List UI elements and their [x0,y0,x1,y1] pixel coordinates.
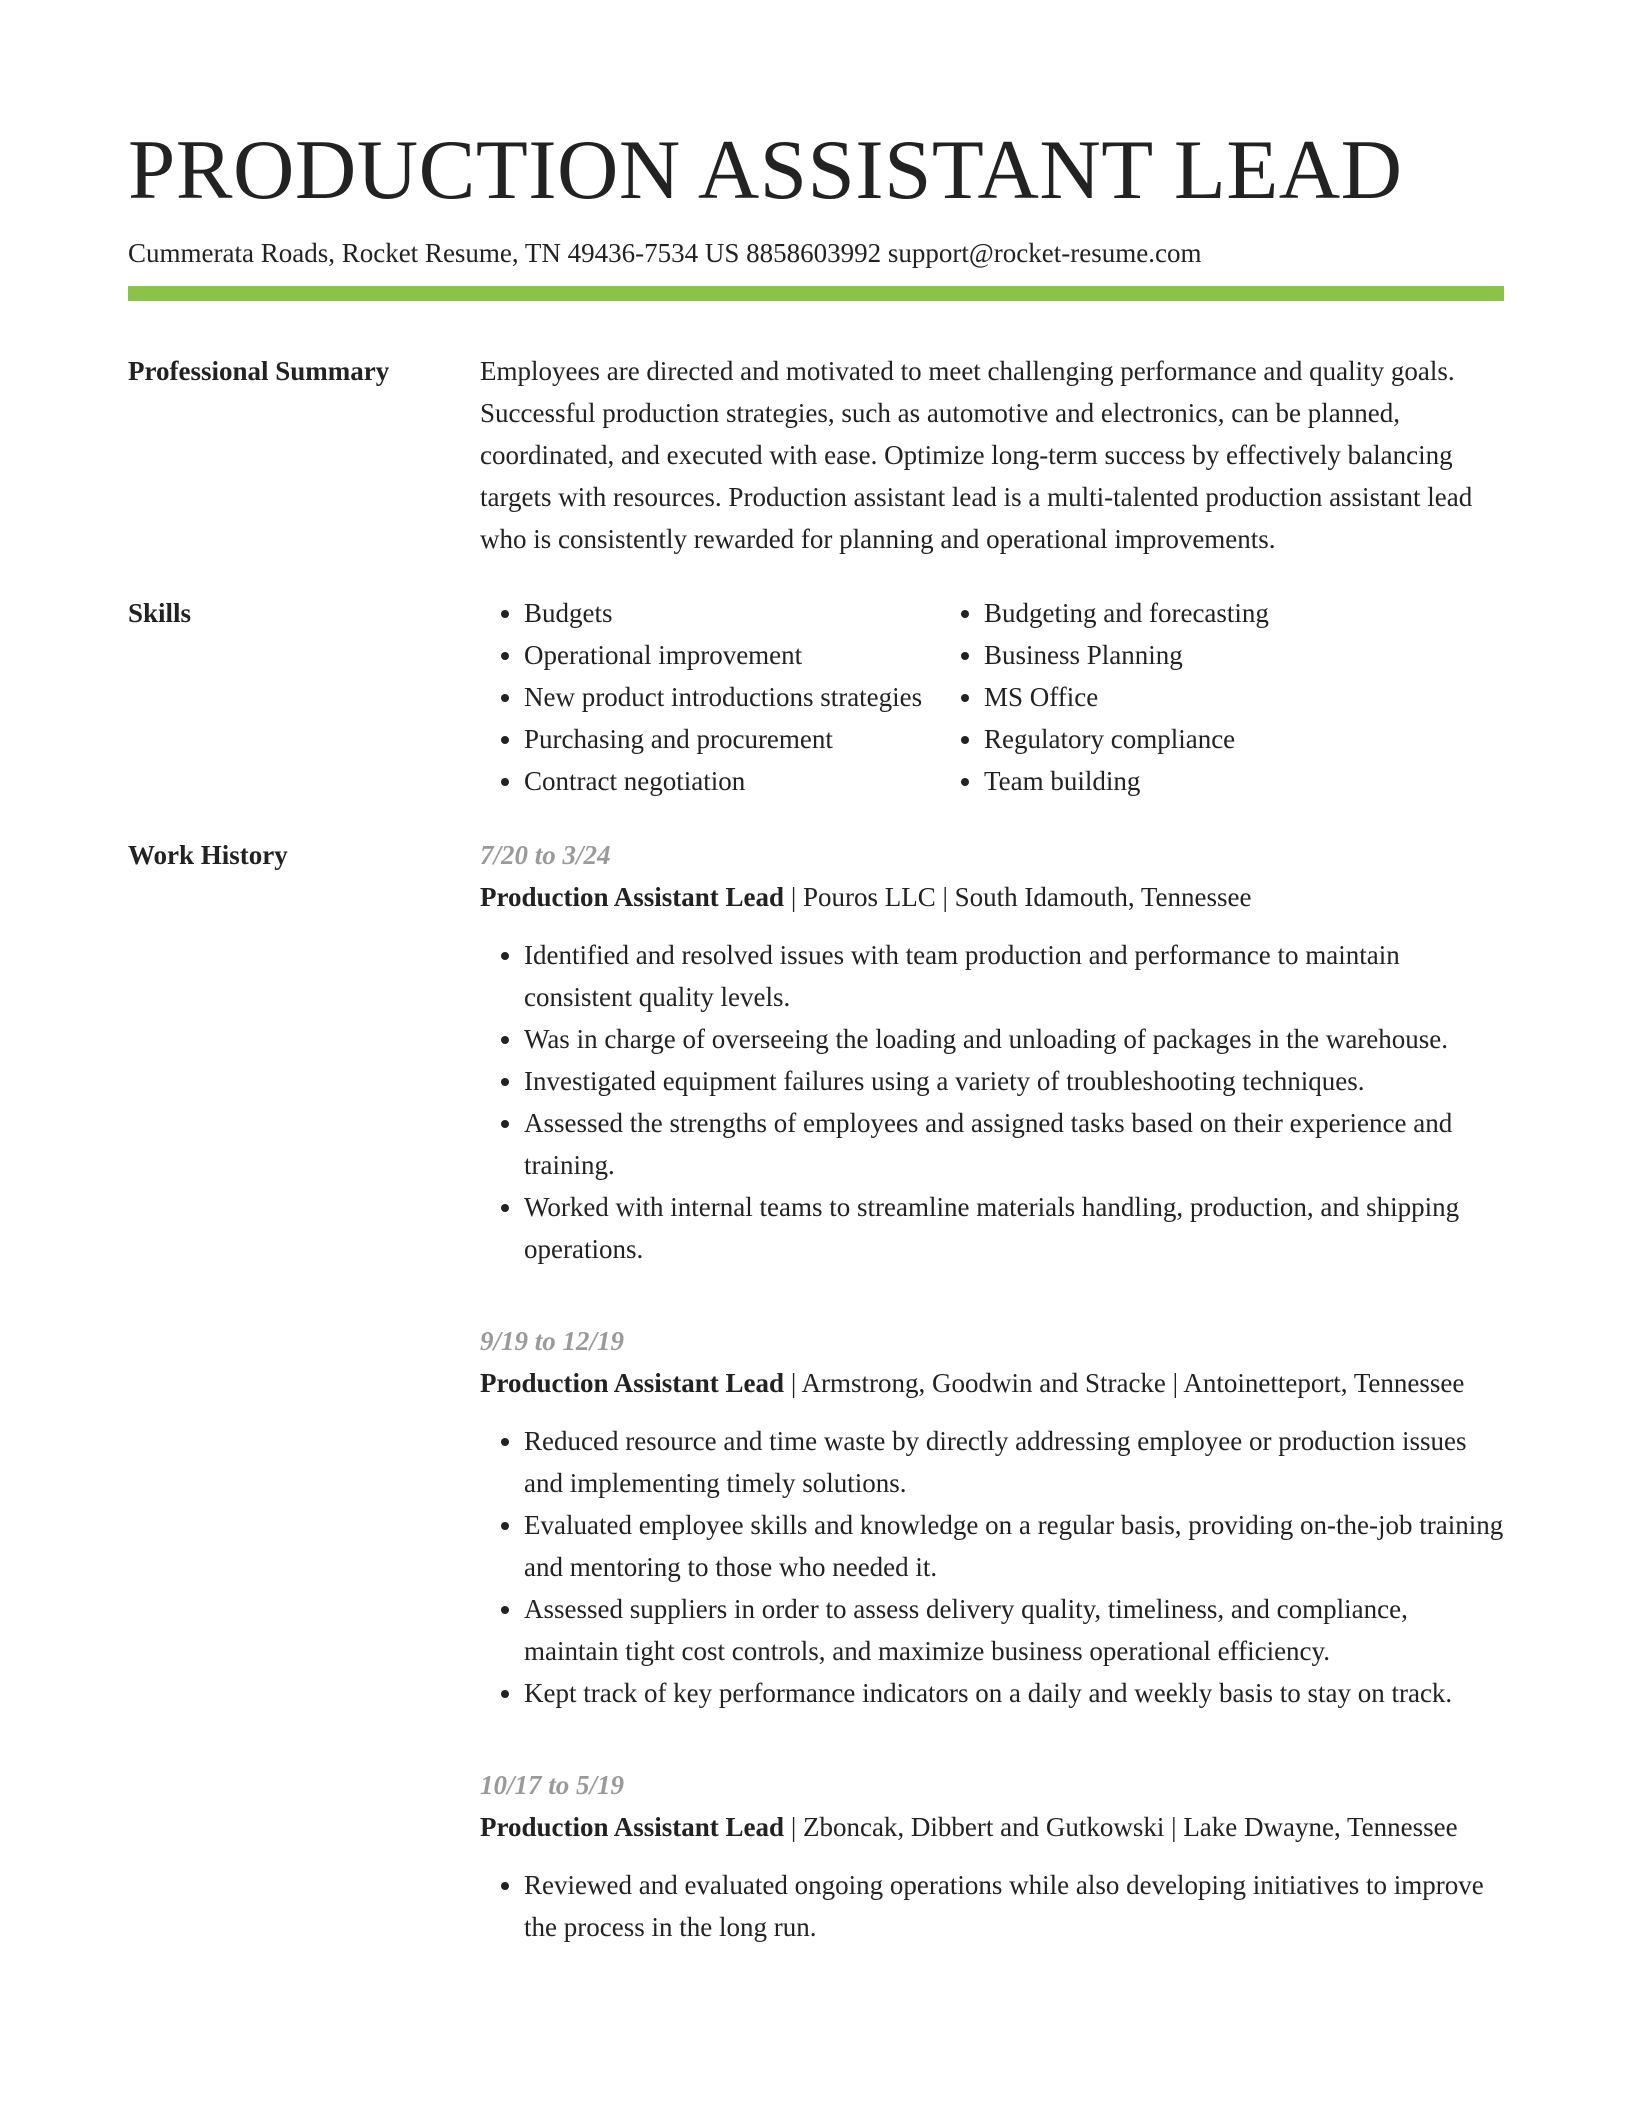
accent-divider [128,286,1504,301]
job-separator: | [784,882,803,912]
job-bullet: • Identified and resolved issues with team production and performance to maintain consistent quality levels. [524,934,1504,1018]
skill-item: • Team building [984,760,1504,802]
job-heading [480,1362,1504,1404]
job-dates: 9/19 to 12/19 [480,1326,625,1356]
job-separator: | [784,1368,802,1398]
skill-item: • Contract negotiation [524,760,940,802]
job-location: Lake Dwayne, Tennessee [1183,1812,1458,1842]
job-bullets [480,934,1504,1270]
job-entry [480,1320,1504,1714]
skill-item: • New product introductions strategies [524,676,940,718]
skills-column-2 [940,592,1504,802]
skills-grid [480,592,1504,802]
job-separator: | [784,1812,803,1842]
job-company: Armstrong, Goodwin and Stracke [801,1368,1166,1398]
skill-item: • Budgets [524,592,940,634]
job-bullet: • Worked with internal teams to streamline materials handling, production, and shipping operations. [524,1186,1504,1270]
job-separator: | [1165,1368,1184,1398]
job-entry [480,834,1504,1270]
skills-body [480,592,1504,802]
skills-column-1 [480,592,940,802]
skill-item: • Budgeting and forecasting [984,592,1504,634]
job-separator: | [1164,1812,1184,1842]
skill-item: • Purchasing and procurement [524,718,940,760]
skill-item: • Operational improvement [524,634,940,676]
job-bullet: • Assessed the strengths of employees and assigned tasks based on their experience and training. [524,1102,1504,1186]
candidate-name: PRODUCTION ASSISTANT LEAD [128,123,1403,217]
summary-body [480,350,1504,560]
job-bullet: • Investigated equipment failures using a variety of troubleshooting techniques. [524,1060,1504,1102]
job-bullet: • Reduced resource and time waste by directly addressing employee or production issues and implementing timely solutions. [524,1420,1504,1504]
section-title-skills: Skills [128,598,192,628]
resume-page [128,0,1504,1998]
job-bullet: • Assessed suppliers in order to assess delivery quality, timeliness, and compliance, maintain tight cost controls, and maximize business operational efficiency. [524,1588,1504,1672]
section-title-summary: Professional Summary [128,356,390,386]
job-bullets [480,1864,1504,1948]
skills-section [128,592,1504,802]
job-bullet: • Kept track of key performance indicators on a daily and weekly basis to stay on track. [524,1672,1504,1714]
job-heading [480,1806,1504,1848]
skill-item: • Business Planning [984,634,1504,676]
job-dates: 7/20 to 3/24 [480,840,611,870]
job-company: Pouros LLC [802,882,936,912]
job-title: Production Assistant Lead [480,1812,785,1842]
job-title: Production Assistant Lead [480,882,785,912]
job-heading [480,876,1504,918]
job-dates: 10/17 to 5/19 [480,1770,625,1800]
skill-item: • Regulatory compliance [984,718,1504,760]
job-bullet: • Evaluated employee skills and knowledge on a regular basis, providing on-the-job training and mentoring to those who needed it. [524,1504,1504,1588]
job-entry [480,1764,1504,1948]
job-company: Zboncak, Dibbert and Gutkowski [802,1812,1165,1842]
summary-text: Employees are directed and motivated to meet challenging performance and quality goals. Successful production strategies, such as automotive and electronics, can be planned, coordinated, and executed with ease. Optimize long-term success by effectively balancing targets with resources. Production assistant lead is a multi-talented production assistant lead who is consistently rewarded for planning and operational improvements. [480,356,1473,554]
skill-item: • MS Office [984,676,1504,718]
work-history-body [480,834,1504,1998]
job-location: South Idamouth, Tennessee [954,882,1252,912]
work-history-section [128,834,1504,1998]
job-bullet: • Reviewed and evaluated ongoing operations while also developing initiatives to improve the process in the long run. [524,1864,1504,1948]
job-title: Production Assistant Lead [480,1368,785,1398]
job-separator: | [935,882,955,912]
section-title-work-history: Work History [128,840,288,870]
summary-section [128,350,1504,560]
contact-line: Cummerata Roads, Rocket Resume, TN 49436-7534 US 8858603992 support@rocket-resume.com [128,238,1202,268]
job-bullets [480,1420,1504,1714]
job-location: Antoinetteport, Tennessee [1183,1368,1465,1398]
job-bullet: • Was in charge of overseeing the loading and unloading of packages in the warehouse. [524,1018,1504,1060]
